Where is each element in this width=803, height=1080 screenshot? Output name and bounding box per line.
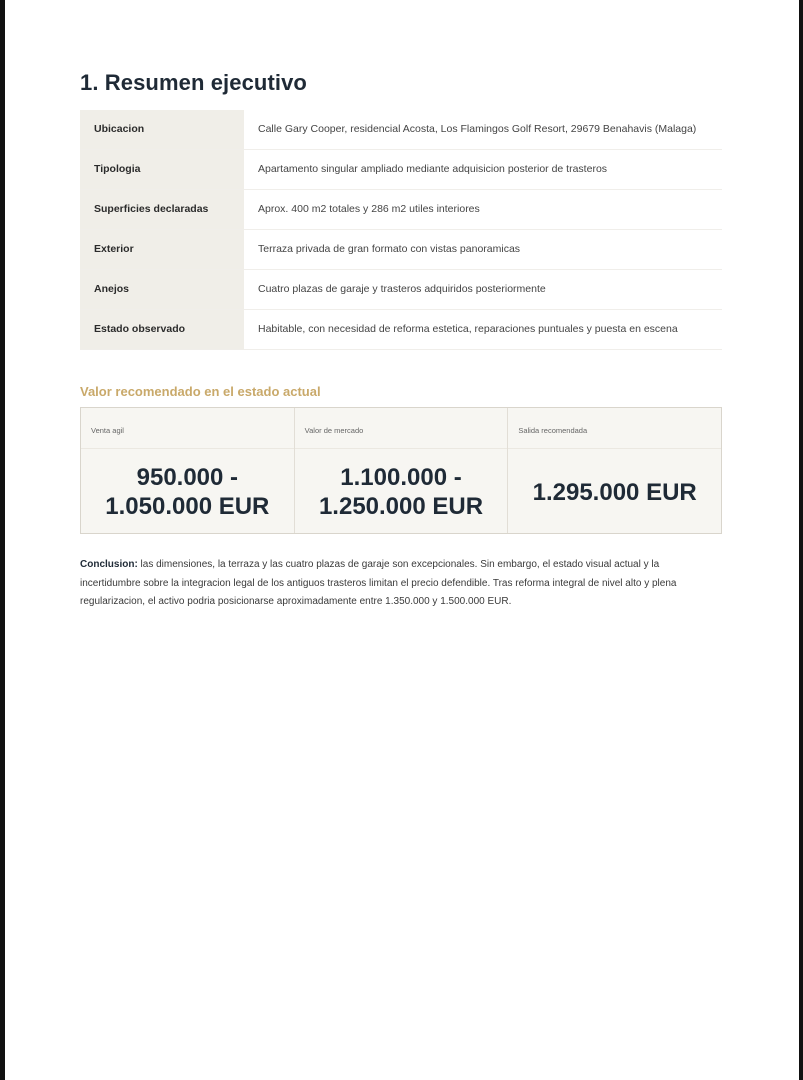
valuation-column [81,408,295,533]
row-value: Apartamento singular ampliado mediante adquisicion posterior de trasteros [244,150,722,190]
page-title: 1. Resumen ejecutivo [80,70,307,95]
valuation-label: Venta agil [81,408,294,449]
right-border [799,0,803,1080]
row-key: Exterior [80,230,244,270]
row-value: Terraza privada de gran formato con vistas panoramicas [244,230,722,270]
valuation-amount: 1.295.000 EUR [532,478,697,506]
row-key: Anejos [80,270,244,310]
row-key: Superficies declaradas [80,190,244,230]
row-key: Tipologia [80,150,244,190]
row-value: Aprox. 400 m2 totales y 286 m2 utiles interiores [244,190,722,230]
valuation-box [80,407,722,534]
valuation-column [295,408,509,533]
row-value: Habitable, con necesidad de reforma estetica, reparaciones puntuales y puesta en escena [244,310,722,350]
table-row [80,230,722,270]
valuation-amount: 950.000 - 1.050.000 EUR [105,464,270,520]
row-value: Cuatro plazas de garaje y trasteros adquiridos posteriormente [244,270,722,310]
summary-table [80,110,722,350]
left-border [0,0,5,1080]
table-row [80,110,722,150]
document-page [80,70,722,622]
conclusion-text: las dimensiones, la terraza y las cuatro plazas de garaje son excepcionales. Sin embargo, el estado visual actual y la incertidumbre sobre la integracion legal de los antiguos trasteros limitan el precio defendible. Tras reforma integral de nivel alto y plena regularizacion, el activo podria posicionarse aproximadamente entre 1.350.000 y 1.500.000 EUR. [80,559,677,607]
conclusion-label: Conclusion: [80,559,138,570]
valuation-amount: 1.100.000 - 1.250.000 EUR [318,464,484,520]
valuation-title: Valor recomendado en el estado actual [80,384,321,399]
row-key: Ubicacion [80,110,244,150]
table-row [80,270,722,310]
valuation-label: Valor de mercado [295,408,508,449]
table-row [80,310,722,350]
table-row [80,150,722,190]
table-row [80,190,722,230]
valuation-label: Salida recomendada [508,408,721,449]
conclusion-paragraph [80,556,722,612]
row-value: Calle Gary Cooper, residencial Acosta, Los Flamingos Golf Resort, 29679 Benahavis (Malaga) [244,110,722,150]
valuation-column [508,408,721,533]
row-key: Estado observado [80,310,244,350]
